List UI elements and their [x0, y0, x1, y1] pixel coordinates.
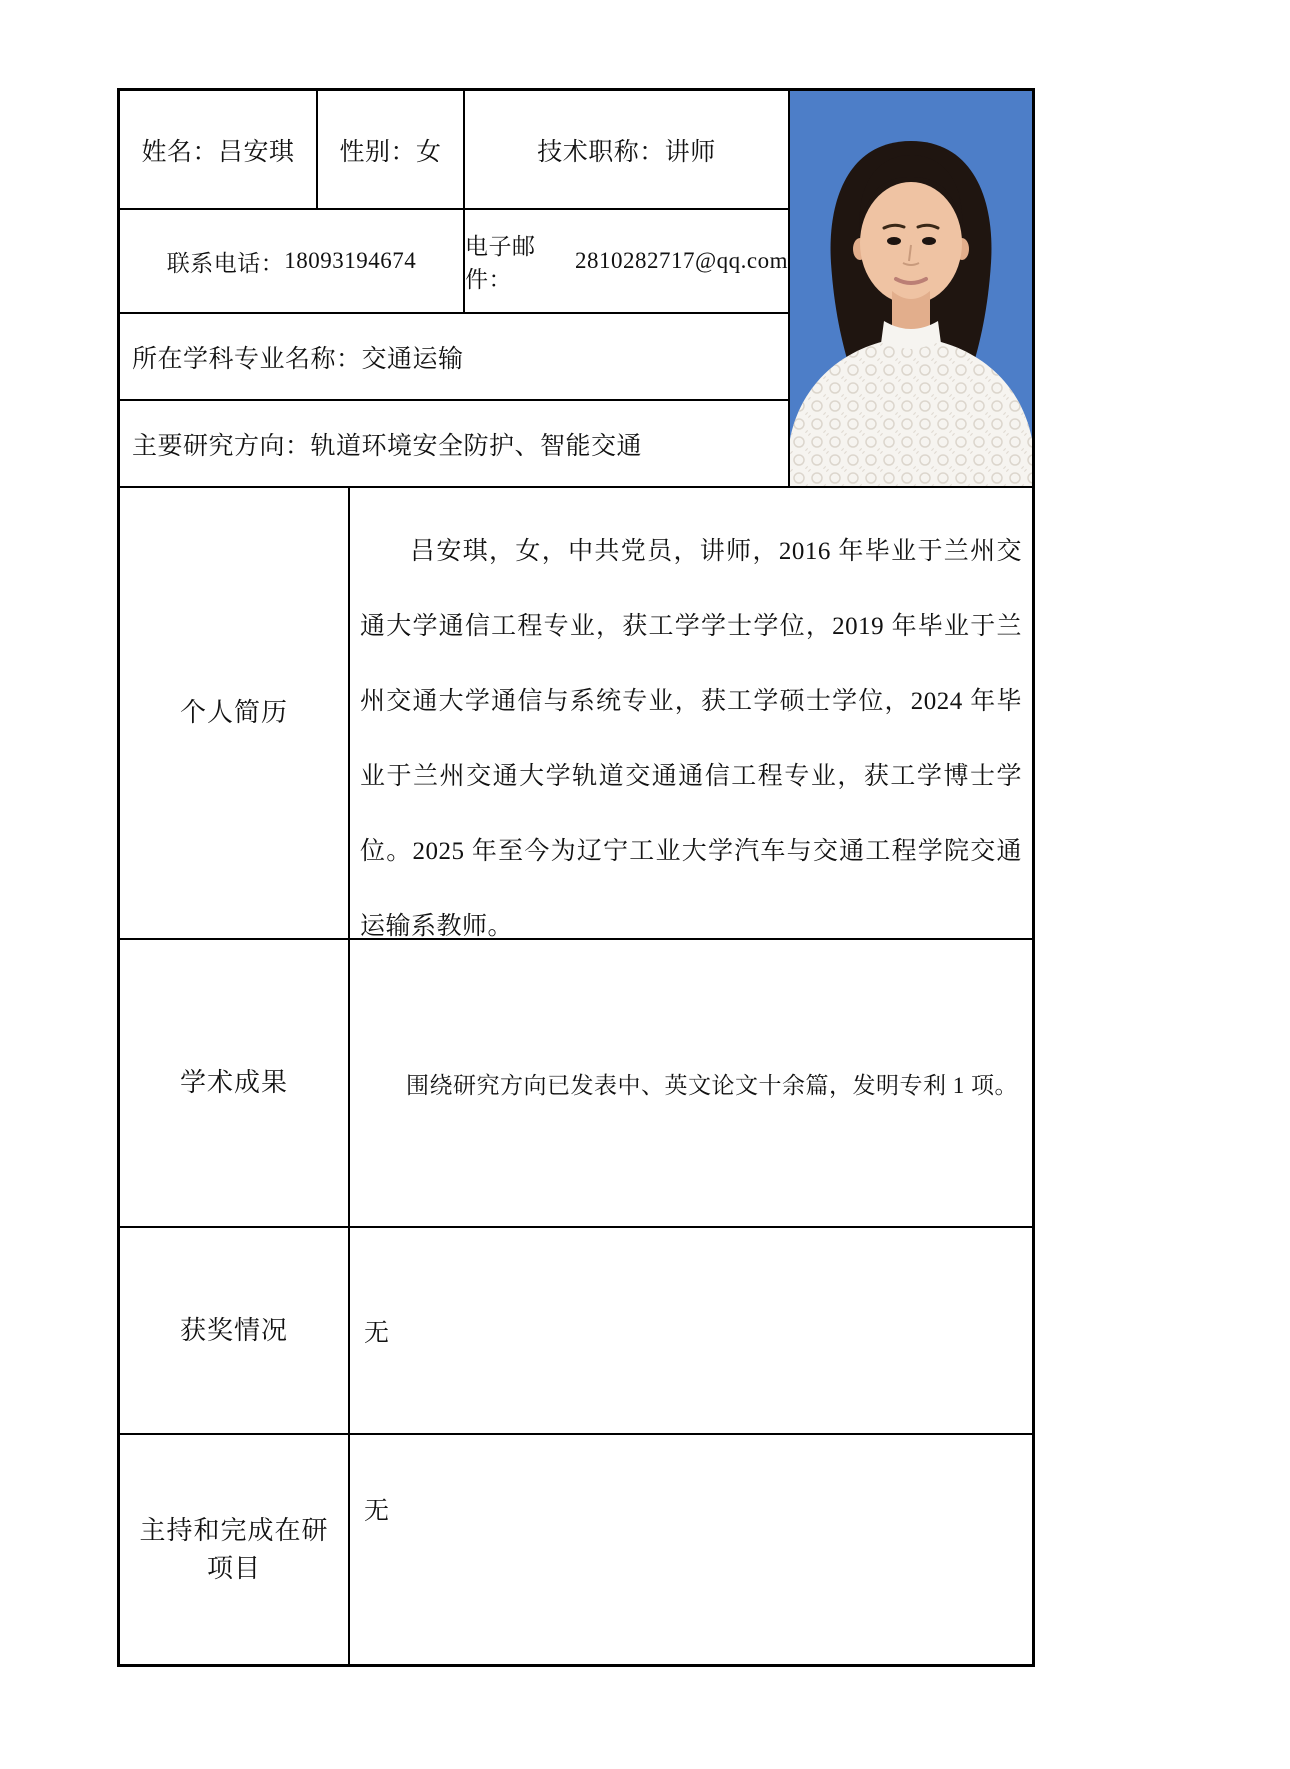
- face: [860, 182, 962, 304]
- row-bio: [120, 488, 1032, 940]
- table-top-section: [120, 91, 1032, 488]
- discipline-value: 交通运输: [361, 345, 464, 373]
- eye-left: [887, 237, 901, 245]
- projects-text: 无: [364, 1498, 390, 1525]
- row-discipline: [120, 314, 788, 401]
- cell-phone: [120, 210, 465, 312]
- profile-photo-cell: [788, 91, 1032, 486]
- cell-gender: [318, 91, 465, 208]
- achievements-row-label: [120, 940, 350, 1226]
- discipline-label: 所在学科专业名称：: [132, 345, 362, 373]
- cell-title: [465, 91, 788, 208]
- research-label: 主要研究方向：: [132, 432, 311, 460]
- profile-photo: [790, 91, 1032, 486]
- phone-value: 18093194674: [284, 248, 417, 273]
- row-projects: [120, 1435, 1032, 1664]
- projects-row-label: [120, 1435, 350, 1664]
- achievements-label-text: 学术成果: [179, 1068, 288, 1098]
- row-name-gender-title: [120, 91, 788, 210]
- email-value: 2810282717@qq.com: [574, 248, 788, 273]
- table-top-left: [120, 91, 788, 486]
- cell-email: [465, 210, 788, 312]
- bio-label-text: 个人简历: [179, 698, 288, 728]
- phone-label: 联系电话：: [166, 250, 285, 276]
- row-awards: [120, 1228, 1032, 1435]
- achievements-text: 围绕研究方向已发表中、英文论文十余篇，发明专利 1 项。: [406, 1072, 1018, 1098]
- projects-content-cell: [350, 1435, 1032, 1664]
- awards-text: 无: [364, 1319, 390, 1347]
- research-value: 轨道环境安全防护、智能交通: [310, 432, 643, 460]
- title-label: 技术职称：: [537, 138, 665, 166]
- awards-label-text: 获奖情况: [179, 1315, 288, 1345]
- bio-row-label: [120, 488, 350, 938]
- cell-discipline: [120, 314, 788, 399]
- projects-label-text: 主持和完成在研项目: [139, 1515, 329, 1583]
- achievements-content-cell: [350, 940, 1032, 1226]
- cell-name: [120, 91, 318, 208]
- awards-row-label: [120, 1228, 350, 1433]
- awards-content-cell: [350, 1228, 1032, 1433]
- name-label: 姓名：: [141, 138, 218, 166]
- gender-label: 性别：: [339, 138, 416, 166]
- row-research: [120, 401, 788, 486]
- eye-right: [922, 237, 936, 245]
- profile-table: [117, 88, 1035, 1667]
- gender-value: 女: [416, 138, 442, 166]
- row-achievements: [120, 940, 1032, 1228]
- email-label: 电子邮件：: [465, 234, 536, 292]
- cell-research: [120, 401, 788, 486]
- row-phone-email: [120, 210, 788, 314]
- bio-content-cell: [350, 488, 1032, 938]
- name-value: 吕安琪: [218, 138, 295, 166]
- bio-text: 吕安琪，女，中共党员，讲师，2016 年毕业于兰州交通大学通信工程专业，获工学学士学位，2019 年毕业于兰州交通大学通信与系统专业，获工学硕士学位，2024 年毕业于兰州交通大学轨道交通通信工程专业，获工学博士学位。2025 年至今为辽宁工业大学汽车与交通工程学院交通运输系教师。: [360, 538, 1022, 940]
- title-value: 讲师: [664, 138, 716, 166]
